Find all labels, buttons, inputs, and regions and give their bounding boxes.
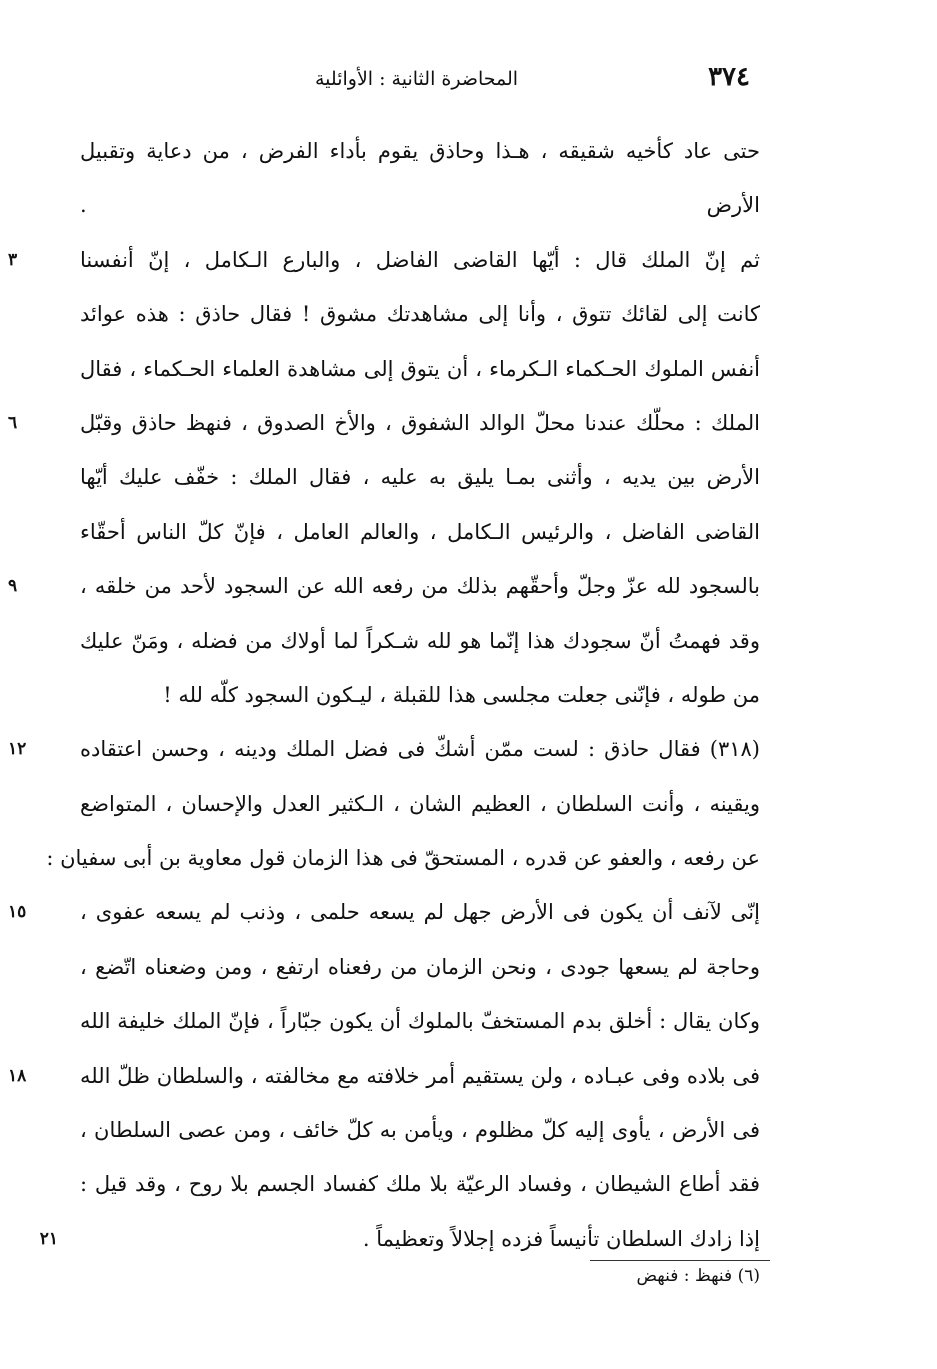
text-line xyxy=(80,287,760,341)
text-line xyxy=(80,450,760,504)
text-line xyxy=(80,940,760,994)
page-header xyxy=(150,62,750,102)
line-text: كانت إلى لقائك تتوق ، وأنا إلى مشاهدتك مشوق ! فقال حاذق : هذه عوائد xyxy=(80,302,760,327)
text-line xyxy=(8,233,760,287)
text-line xyxy=(8,559,760,613)
line-text: وحاجة لم يسعها جودى ، ونحن الزمان من رفعناه ارتفع ، ومن وضعناه اتّضع ، xyxy=(80,954,760,979)
line-text: أنفس الملوك الحـكماء الـكرماء ، أن يتوق إلى مشاهدة العلماء الحـكماء ، فقال xyxy=(80,356,760,381)
footnote: (٦) فنهظ : فنهض xyxy=(636,1266,760,1286)
line-number: ٢١ xyxy=(39,1228,58,1249)
text-line xyxy=(80,178,760,232)
text-line xyxy=(8,722,760,776)
text-line xyxy=(80,1103,760,1157)
line-text: الأرض . xyxy=(80,193,760,218)
line-text: حتى عاد كأخيه شقيقه ، هـذا وحاذق يقوم بأداء الفرض ، من دعاية وتقبيل xyxy=(80,139,760,163)
line-text: ثم إنّ الملك قال : أيّها القاضى الفاضل ، والبارع الـكامل ، إنّ أنفسنا xyxy=(80,247,760,272)
text-line xyxy=(80,342,760,396)
line-number: ١٨ xyxy=(8,1065,27,1086)
line-text: فقد أطاع الشيطان ، وفساد الرعيّة بلا ملك كفساد الجسم بلا روح ، وقد قيل : xyxy=(80,1172,760,1197)
line-text: من طوله ، فإنّنى جعلت مجلسى هذا للقبلة ، ليـكون السجود كلّه لله ! xyxy=(163,682,760,707)
line-number: ٩ xyxy=(8,576,18,597)
text-line xyxy=(80,777,760,831)
line-text: وكان يقال : أخلق بدم المستخفّ بالملوك أن يكون جبّاراً ، فإنّ الملك خليفة الله xyxy=(80,1009,760,1034)
line-text: فى الأرض ، يأوى إليه كلّ مظلوم ، ويأمن به كلّ خائف ، ومن عصى السلطان ، xyxy=(80,1118,760,1143)
text-line xyxy=(80,668,760,722)
line-text: إنّى لآنف أن يكون فى الأرض جهل لم يسعه حلمى ، وذنب لم يسعه عفوى ، xyxy=(80,900,760,925)
body-text xyxy=(8,124,760,1266)
page-number: ٣٧٤ xyxy=(708,62,750,92)
text-line xyxy=(8,1049,760,1103)
text-line xyxy=(46,831,760,885)
line-text: ويقينه ، وأنت السلطان ، العظيم الشان ، الـكثير العدل والإحسان ، المتواضع xyxy=(80,791,760,816)
line-text: فى بلاده وفى عبـاده ، ولن يستقيم أمر خلافته مع مخالفته ، والسلطان ظلّ الله xyxy=(80,1063,760,1088)
line-text: عن رفعه ، والعفو عن قدره ، المستحقّ فى هذا الزمان قول معاوية بن أبى سفيان : xyxy=(46,846,760,871)
line-text: الملك : محلّك عندنا محلّ الوالد الشفوق ، والأخ الصدوق ، فنهظ حاذق وقبّل xyxy=(80,410,760,435)
text-line xyxy=(80,1157,760,1211)
text-line xyxy=(8,885,760,939)
line-text: وقد فهمتُ أنّ سجودك هذا إنّما هو لله شـكراً لما أولاك من فضله ، ومَنّ عليك xyxy=(80,628,760,653)
line-number: ٣ xyxy=(8,249,18,270)
line-number: ١٥ xyxy=(8,902,27,923)
text-line xyxy=(80,124,760,178)
text-line xyxy=(80,994,760,1048)
text-line xyxy=(8,396,760,450)
line-text: (٣١٨) فقال حاذق : لست ممّن أشكّ فى فضل الملك ودينه ، وحسن اعتقاده xyxy=(80,737,760,762)
running-title: المحاضرة الثانية : الأوائلية xyxy=(315,68,519,90)
text-line xyxy=(39,1212,760,1266)
line-number: ٦ xyxy=(8,412,18,433)
line-number: ١٢ xyxy=(8,739,27,760)
line-text: إذا زادك السلطان تأنيساً فزده إجلالاً وتعظيماً . xyxy=(362,1226,760,1251)
line-text: بالسجود لله عزّ وجلّ وأحقّهم بذلك من رفعه الله عن السجود لأحد من خلقه ، xyxy=(80,574,760,599)
text-line xyxy=(80,505,760,559)
line-text: الأرض بين يديه ، وأثنى بمـا يليق به عليه ، فقال الملك : خفّف عليك أيّها xyxy=(80,465,760,490)
text-line xyxy=(80,614,760,668)
footnote-rule xyxy=(590,1260,770,1261)
line-text: القاضى الفاضل ، والرئيس الـكامل ، والعالم العامل ، فإنّ كلّ الناس أحقّاء xyxy=(80,519,760,544)
